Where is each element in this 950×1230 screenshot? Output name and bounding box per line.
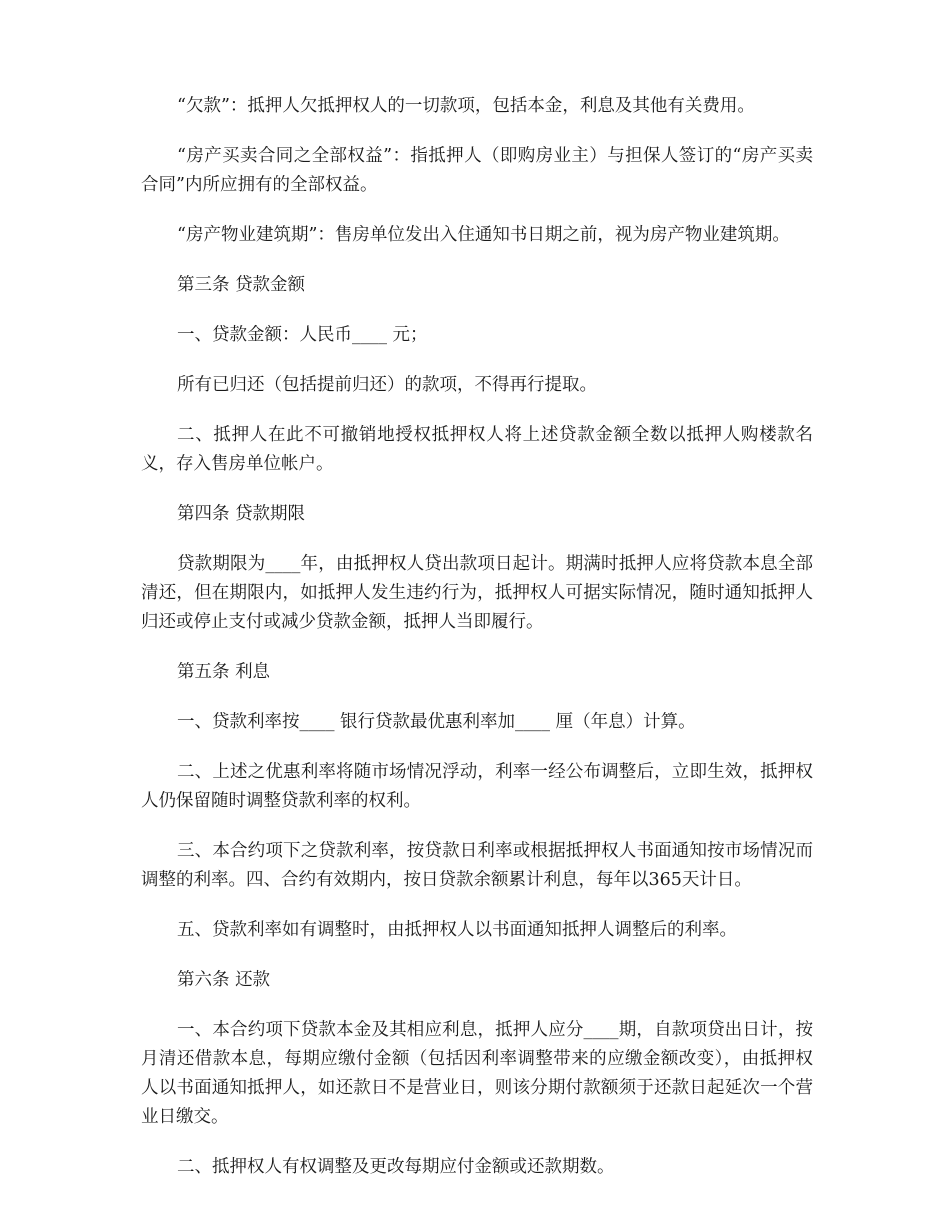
article-6-clause-1: 一、本合约项下贷款本金及其相应利息，抵押人应分____期，自款项贷出日计，按月清还借款本息，每期应缴付金额（包括因利率调整带来的应缴金额改变），由抵押权人以书面通知抵押人，如还款日不是营业日，则该分期付款额须于还款日起延次一个营业日缴交。 bbox=[141, 1020, 813, 1127]
article-5-clause-3: 三、本合约项下之贷款利率，按贷款日利率或根据抵押权人书面通知按市场情况而调整的利率。四、合约有效期内，按日贷款余额累计利息，每年以365天计日。 bbox=[141, 841, 813, 890]
article-3-clause-2: 二、抵押人在此不可撤销地授权抵押权人将上述贷款金额全数以抵押人购楼款名义，存入售房单位帐户。 bbox=[141, 425, 813, 474]
article-3-clause-1: 一、贷款金额：人民币____ 元； bbox=[177, 325, 428, 345]
article-6-clause-2: 二、抵押权人有权调整及更改每期应付金额或还款期数。 bbox=[177, 1157, 615, 1177]
article-5-clause-2: 二、上述之优惠利率将随市场情况浮动，利率一经公布调整后，立即生效，抵押权人仍保留随时调整贷款利率的权利。 bbox=[141, 762, 813, 811]
document-body bbox=[141, 92, 813, 1203]
article-4-heading: 第四条 贷款期限 bbox=[177, 504, 306, 524]
article-3-note: 所有已归还（包括提前归还）的款项，不得再行提取。 bbox=[177, 375, 597, 395]
definition-contract-rights: “房产买卖合同之全部权益”：指抵押人（即购房业主）与担保人签订的“房产买卖合同”内所应拥有的全部权益。 bbox=[141, 146, 813, 195]
definition-debt: “欠款”：抵押人欠抵押权人的一切款项，包括本金，利息及其他有关费用。 bbox=[177, 96, 755, 116]
article-5-clause-1: 一、贷款利率按____ 银行贷款最优惠利率加____ 厘（年息）计算。 bbox=[177, 712, 696, 732]
article-5-heading: 第五条 利息 bbox=[177, 662, 271, 682]
article-3-heading: 第三条 贷款金额 bbox=[177, 275, 306, 295]
article-5-clause-5: 五、贷款利率如有调整时，由抵押权人以书面通知抵押人调整后的利率。 bbox=[177, 920, 737, 940]
article-6-heading: 第六条 还款 bbox=[177, 970, 271, 990]
article-4-body: 贷款期限为____年，由抵押权人贷出款项日起计。期满时抵押人应将贷款本息全部清还，但在期限内，如抵押人发生违约行为，抵押权人可据实际情况，随时通知抵押人归还或停止支付或减少贷款金额，抵押人当即履行。 bbox=[141, 554, 813, 632]
definition-construction-period: “房产物业建筑期”：售房单位发出入住通知书日期之前，视为房产物业建筑期。 bbox=[177, 225, 790, 245]
